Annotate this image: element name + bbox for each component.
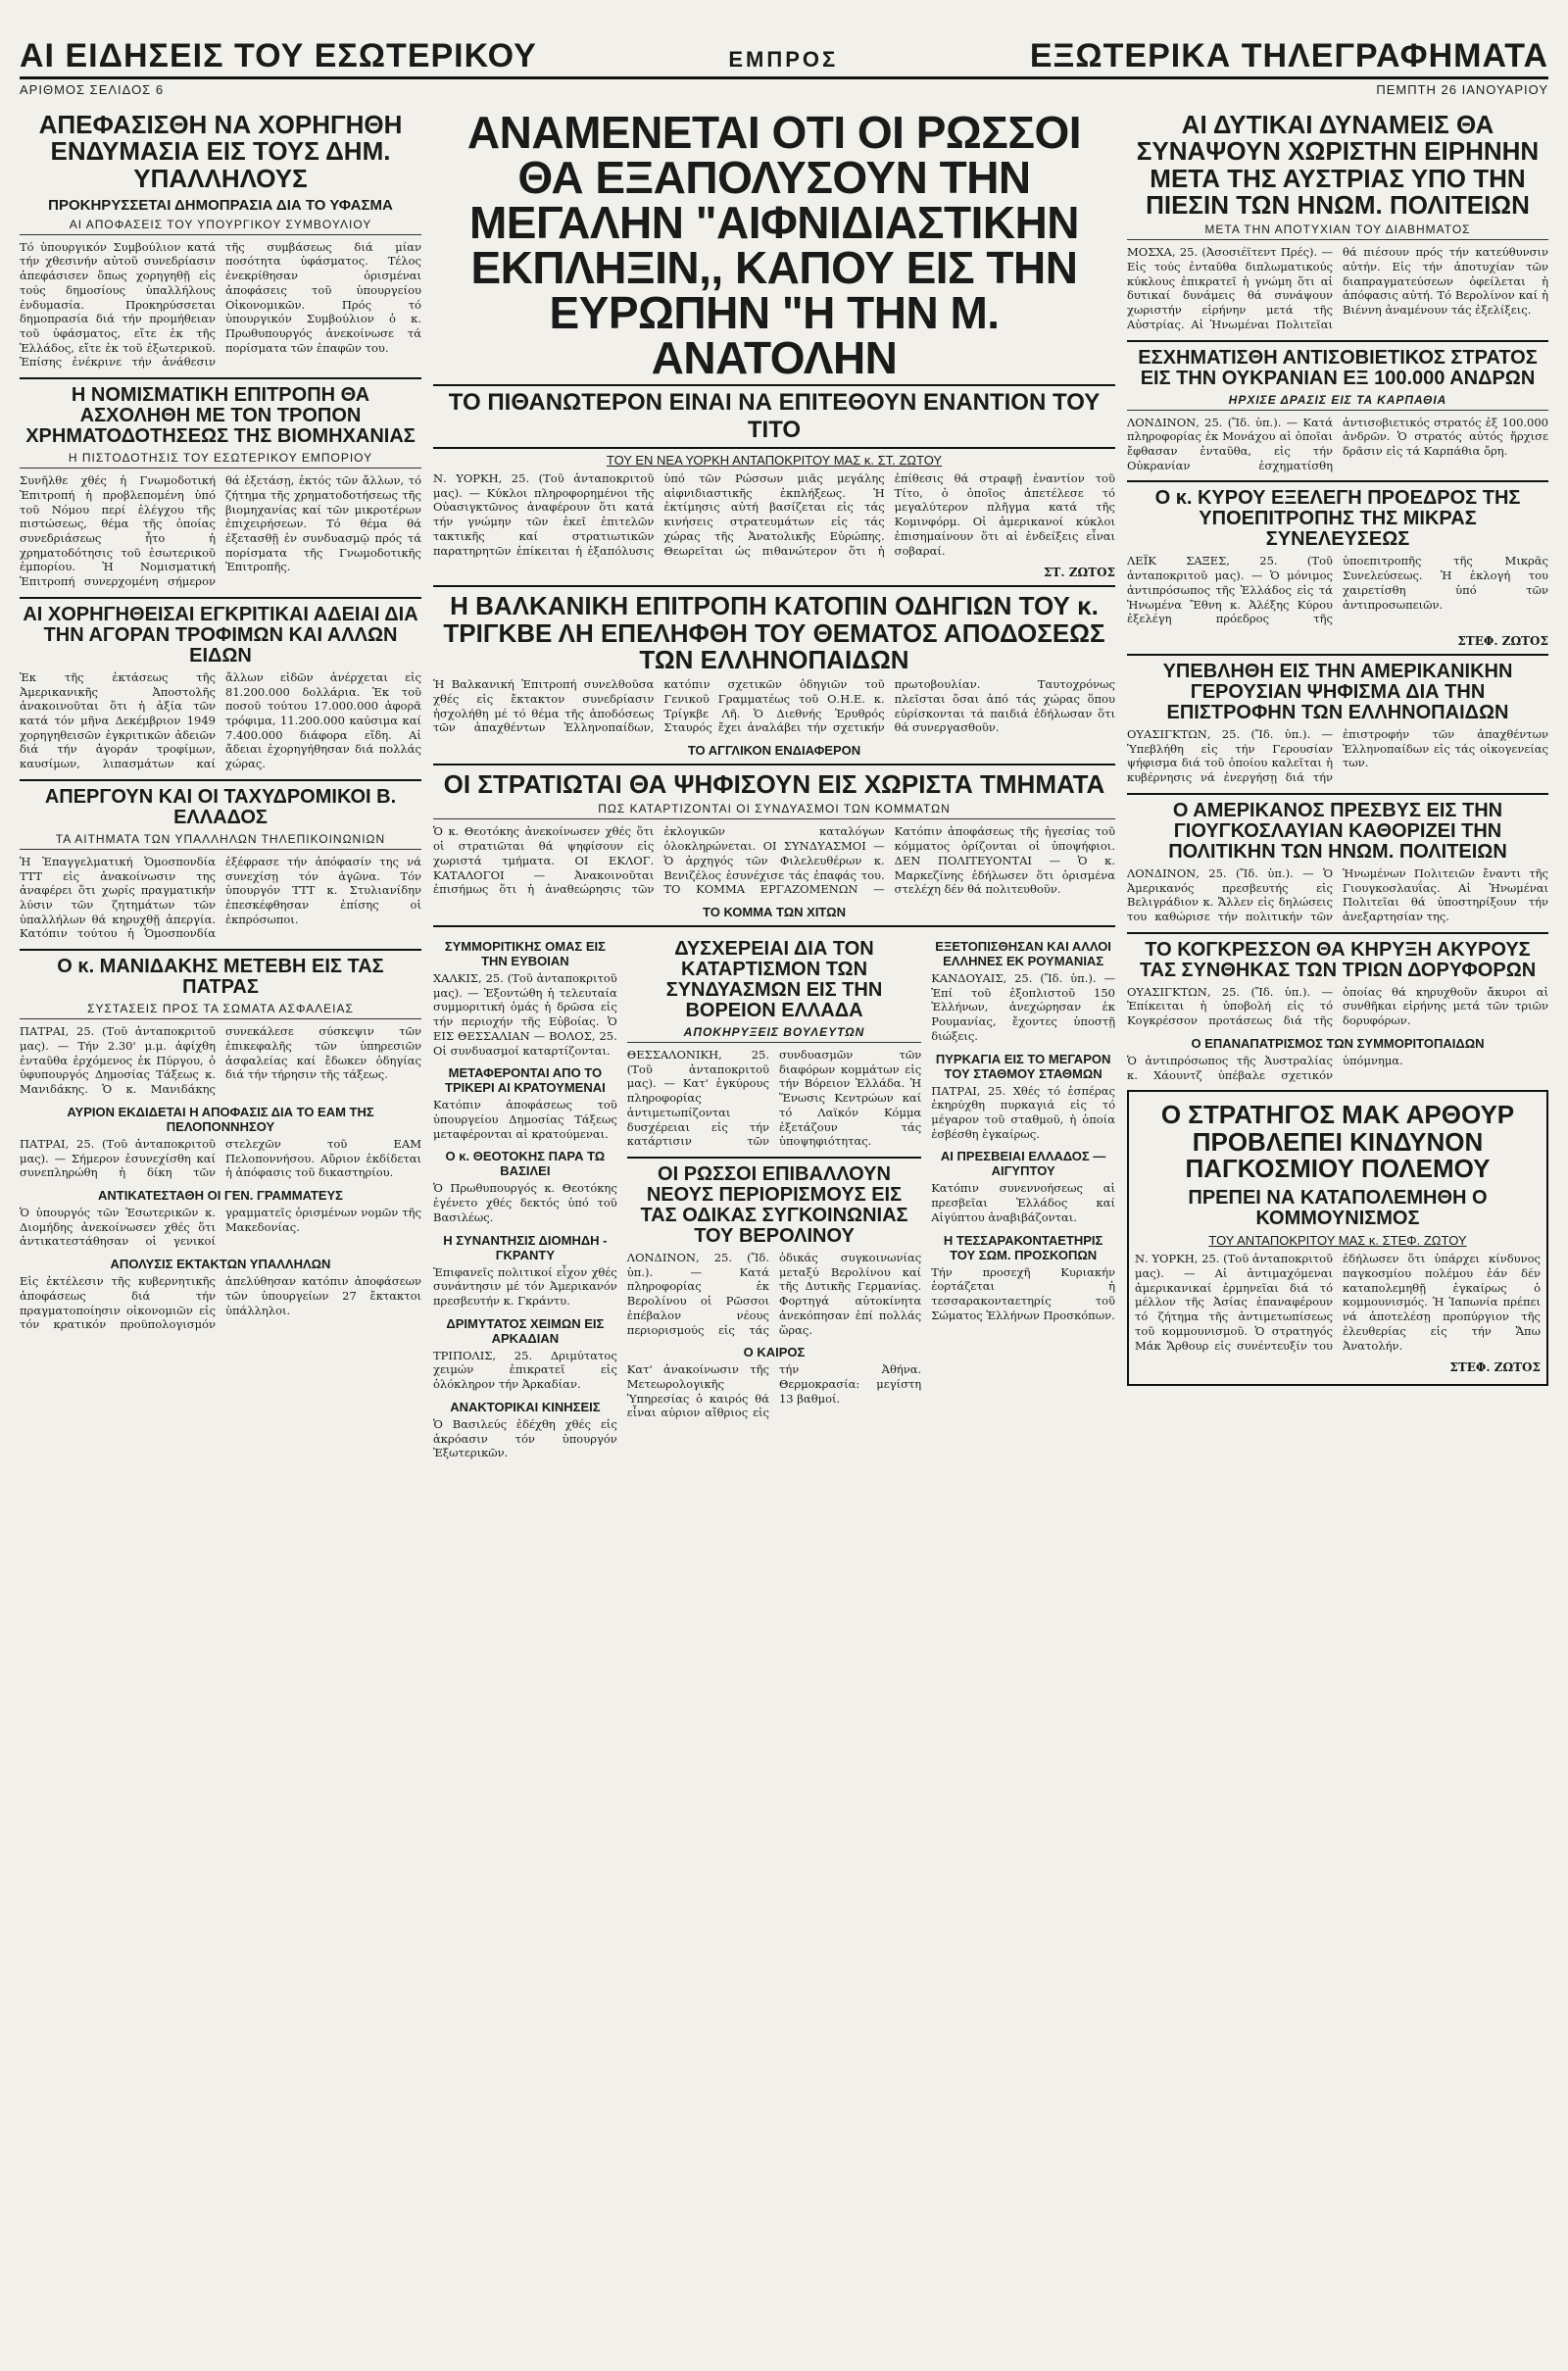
article-body: ΟΥΑΣΙΓΚΤΩΝ, 25. (Ἴδ. ὑπ.). — Ὑπεβλήθη εἰς τήν Γερουσίαν ψήφισμα διά τοῦ ὁποίου καλεῖται ἡ κυβέρνησις νά ἐνεργήσῃ διά τήν ἐπιστροφήν τῶν ἀπαχθέντων Ἑλληνοπαίδων εἰς τάς οἰκογενείας των. [1127,726,1548,785]
article-kicker: ΤΑ ΑΙΤΗΜΑΤΑ ΤΩΝ ΥΠΑΛΛΗΛΩΝ ΤΗΛΕΠΙΚΟΙΝΩΝΙΩΝ [20,832,421,850]
article-body: Τό ὑπουργικόν Συμβούλιον κατά τήν χθεσινήν αὐτοῦ συνεδρίασιν ἀπεφάσισεν ὅπως χορηγηθῇ εἰς τούς δημοσίους ὑπαλλήλους ἐνδυμασία. Προκηρύσσεται δημοπρασία διά τήν προμήθειαν τοῦ ὑφάσματος, εἴτε ἐκ τῆς Ἑλλάδος, εἴτε ἐκ τοῦ ἐξωτερικοῦ. Ἐπίσης ἐνέκρινε τήν ἀνάθεσιν τῆς συμβάσεως διά μίαν ποσότητα ὑφάσματος. Τέλος ἐνεκρίθησαν ὁρισμέναι ἀποφάσεις τοῦ ὑπουργείου Οἰκονομικῶν. Πρός τό ὑπουργικόν Συμβούλιον ὁ κ. Πρωθυπουργός ἀνεκοίνωσε τά πορίσματα τῶν ἐπαφῶν του. [20,239,421,370]
article-body: Ἐπιφανεῖς πολιτικοί εἶχον χθές συνάντησιν μέ τόν Ἀμερικανόν πρεσβευτήν κ. Γκράντυ. [433,1264,617,1309]
article-body: Ἐκ τῆς ἐκτάσεως τῆς Ἀμερικανικῆς Ἀποστολῆς ἀνακοινοῦται ὅτι ἡ ἀξία τῶν κατά τόν μῆνα Δεκέμβριον 1949 χορηγηθεισῶν ἐγκριτικῶν ἀδειῶν διά τήν ἀγοράν τροφίμων, καυσίμων, λιπασμάτων καί ἄλλων εἰδῶν ἀνέρχεται εἰς 81.200.000 δολλάρια. Ἐκ τοῦ ποσοῦ τούτου 17.000.000 ἀφορᾶ τρόφιμα, 11.200.000 καύσιμα καί 7.400.000 διάφορα εἴδη. Αἱ ἄδειαι ἐχορηγήθησαν διά πολλάς χώρας. [20,669,421,771]
article-body: Ὁ ὑπουργός τῶν Ἐσωτερικῶν κ. Διομήδης ἀνεκοίνωσεν χθές ὅτι ἀντικατεστάθησαν οἱ γενικοί γραμματεῖς ὁρισμένων νομῶν τῆς Μακεδονίας. [20,1205,421,1249]
section-title-left: ΑΙ ΕΙΔΗΣΕΙΣ ΤΟΥ ΕΣΩΤΕΡΙΚΟΥ [20,37,537,74]
article-headline: ΕΞΕΤΟΠΙΣΘΗΣΑΝ ΚΑΙ ΑΛΛΟΙ ΕΛΛΗΝΕΣ ΕΚ ΡΟΥΜΑΝΙΑΣ [935,938,1111,968]
main-banner-headline: ΑΝΑΜΕΝΕΤΑΙ ΟΤΙ ΟΙ ΡΩΣΣΟΙ ΘΑ ΕΞΑΠΟΛΥΣΟΥΝ ΤΗΝ ΜΕΓΑΛΗΝ "ΑΙΦΝΙΔΙΑΣΤΙΚΗΝ ΕΚΠΛΗΞΙΝ,, ΚΑΠΟΥ ΕΙΣ ΤΗΝ ΕΥΡΩΠΗΝ "Η ΤΗΝ Μ. ΑΝΑΤΟΛΗΝ [466,107,1082,383]
masthead [20,20,1548,79]
columns [20,106,1548,2331]
article-body: Κατ' ἀνακοίνωσιν τῆς Μετεωρολογικῆς Ὑπηρεσίας ὁ καιρός θά εἶναι αὐριον αἴθριος εἰς τήν Ἀθήνα. Θερμοκρασία: μεγίστη 13 βαθμοί. [626,1362,922,1420]
newspaper-page [20,20,1548,2332]
article-headline: ΔΡΙΜΥΤΑΤΟΣ ΧΕΙΜΩΝ ΕΙΣ ΑΡΚΑΔΙΑΝ [446,1315,605,1346]
article-kicker: ΑΙ ΑΠΟΦΑΣΕΙΣ ΤΟΥ ΥΠΟΥΡΓΙΚΟΥ ΣΥΜΒΟΥΛΙΟΥ [20,218,421,235]
article-headline: ΑΝΤΙΚΑΤΕΣΤΑΘΗ ΟΙ ΓΕΝ. ΓΡΑΜΜΑΤΕΥΣ [98,1187,343,1203]
article-headline: ΤΟ ΚΟΓΚΡΕΣΣΟΝ ΘΑ ΚΗΡΥΞΗ ΑΚΥΡΟΥΣ ΤΑΣ ΣΥΝΘΗΚΑΣ ΤΩΝ ΤΡΙΩΝ ΔΟΡΥΦΟΡΩΝ [1139,938,1537,981]
article-headline: Ο κ. ΚΥΡΟΥ ΕΞΕΛΕΓΗ ΠΡΟΕΔΡΟΣ ΤΗΣ ΥΠΟΕΠΙΤΡΟΠΗΣ ΤΗΣ ΜΙΚΡΑΣ ΣΥΝΕΛΕΥΣΕΩΣ [1154,487,1521,551]
page-number: ΑΡΙΘΜΟΣ ΣΕΛΙΔΟΣ 6 [20,82,165,97]
lower-center-middle [627,933,921,1468]
article-body: Ὁ Βασιλεύς ἐδέχθη χθές εἰς ἀκρόασιν τόν ὑπουργόν Ἐξωτερικῶν. [433,1416,617,1460]
article-subheadline: ΤΟ ΚΟΜΜΑ ΤΩΝ ΧΙΤΩΝ [703,904,846,919]
article-headline: ΥΠΕΒΛΗΘΗ ΕΙΣ ΤΗΝ ΑΜΕΡΙΚΑΝΙΚΗΝ ΓΕΡΟΥΣΙΑΝ ΨΗΦΙΣΜΑ ΔΙΑ ΤΗΝ ΕΠΙΣΤΡΟΦΗΝ ΤΩΝ ΕΛΛΗΝΟΠΑΙΔΩΝ [1162,660,1513,723]
article-headline: Ο ΚΑΙΡΟΣ [743,1345,806,1360]
article-headline: Ο ΕΠΑΝΑΠΑΤΡΙΣΜΟΣ ΤΩΝ ΣΥΜΜΟΡΙΤΟΠΑΙΔΩΝ [1191,1035,1485,1051]
article-body: Ν. ΥΟΡΚΗ, 25. (Τοῦ ἀνταποκριτοῦ μας). — Αἱ ἀντιμαχόμεναι ἀμερικανικαί ἑρμηνεῖαι διά τό μέλλον τῆς Ἀσίας ἐπαναφέρουν τό ζήτημα τῆς ἀντιμετωπίσεως τοῦ κομμουνισμοῦ. Ὁ στρατηγός Μάκ Ἄρθουρ εἰς συνέντευξίν του ἐδήλωσεν ὅτι ὑπάρχει κίνδυνος παγκοσμίου πολέμου ἐάν δέν καταπολεμηθῇ ἐγκαίρως ὁ κομμουνισμός. Ἡ Ἰαπωνία πρέπει νά ἀποτελέσῃ προπύργιον τῆς ἐλευθερίας εἰς τήν Ἄπω Ἀνατολήν. [1135,1252,1541,1353]
article-body: Συνῆλθε χθές ἡ Γνωμοδοτική Ἐπιτροπή ἡ προβλεπομένη ὑπό τοῦ Νόμου περί ἐλέγχου τῆς πιστώσεως, θέμα τῆς ὁποίας συνεδριάσεως ἦτο ἡ χρηματοδότησις τοῦ ἐσωτερικοῦ ἐμπορίου. Ἡ Νομισματική Ἐπιτροπή συνερχομένη σήμερον θά ἐξετάσῃ, ἐκτός τῶν ἄλλων, τό ζήτημα τῆς χρηματοδοτήσεως τῆς βιομηχανίας καί τῶν μικροτέρων ἐπιχειρήσεων. Τό θέμα θά ἐξετασθῇ ἐν συνδυασμῷ πρός τά πορίσματα τῆς Γνωμοδοτικῆς Ἐπιτροπῆς. [20,473,421,589]
left-column [20,106,421,2331]
divider [20,949,421,951]
article-body: Κατόπιν ἀποφάσεως τοῦ ὑπουργείου Δημοσίας Τάξεως μεταφέρονται αἱ κρατούμεναι. [433,1098,617,1141]
article-headline: Η ΒΑΛΚΑΝΙΚΗ ΕΠΙΤΡΟΠΗ ΚΑΤΟΠΙΝ ΟΔΗΓΙΩΝ ΤΟΥ κ. ΤΡΙΓΚΒΕ ΛΗ ΕΠΕΛΗΦΘΗ ΤΟΥ ΘΕΜΑΤΟΣ ΑΠΟΔΟΣΕΩΣ ΤΩΝ ΕΛΛΗΝΟΠΑΙΔΩΝ [443,591,1105,674]
article-headline: ΟΙ ΣΤΡΑΤΙΩΤΑΙ ΘΑ ΨΗΦΙΣΟΥΝ ΕΙΣ ΧΩΡΙΣΤΑ ΤΜΗΜΑΤΑ [443,769,1105,800]
article-body: ΠΑΤΡΑΙ, 25. (Τοῦ ἀνταποκριτοῦ μας). — Σήμερον ἐσυνεχίσθη καί συνεπληρώθη ἡ δίκη τῶν στελεχῶν τοῦ ΕΑΜ Πελοποννήσου. Αὔριον ἐκδίδεται ἡ ἀπόφασις τοῦ δικαστηρίου. [20,1136,421,1180]
article-headline: ΑΠΕΡΓΟΥΝ ΚΑΙ ΟΙ ΤΑΧΥΔΡΟΜΙΚΟΙ Β. ΕΛΛΑΔΟΣ [44,785,397,828]
divider [1127,793,1548,795]
lower-center-left [433,933,617,1468]
article-body: Κατόπιν συνεννοήσεως αἱ πρεσβεῖαι Ἑλλάδος καί Αἰγύπτου ἀναβιβάζονται. [931,1181,1115,1224]
divider [1127,932,1548,934]
article-body: ΧΑΛΚΙΣ, 25. (Τοῦ ἀνταποκριτοῦ μας). — Ἐξοντώθη ἡ τελευταία συμμοριτική ὁμάς ἡ δρῶσα εἰς τήν περιοχήν τῆς Εὐβοίας. Ὁ ΕΙΣ ΘΕΣΣΑΛΙΑΝ — ΒΟΛΟΣ, 25. Οἱ συνδυασμοί καταρτίζονται. [433,970,617,1058]
main-banner-subheadline: ΤΟ ΠΙΘΑΝΩΤΕΡΟΝ ΕΙΝΑΙ ΝΑ ΕΠΙΤΕΘΟΥΝ ΕΝΑΝΤΙΟΝ ΤΟΥ ΤΙΤΟ [433,384,1115,449]
article-headline: ΟΙ ΡΩΣΣΟΙ ΕΠΙΒΑΛΛΟΥΝ ΝΕΟΥΣ ΠΕΡΙΟΡΙΣΜΟΥΣ ΕΙΣ ΤΑΣ ΟΔΙΚΑΣ ΣΥΓΚΟΙΝΩΝΙΑΣ ΤΟΥ ΒΕΡΟΛΙΝΟΥ [640,1163,908,1247]
article-byline: ΤΟΥ ΕΝ ΝΕΑ ΥΟΡΚΗ ΑΝΤΑΠΟΚΡΙΤΟΥ ΜΑΣ κ. ΣΤ. ΖΩΤΟΥ [606,453,943,468]
article-signature: ΣΤΕΦ. ΖΩΤΟΣ [1457,633,1548,648]
article-headline: ΑΙ ΠΡΕΣΒΕΙΑΙ ΕΛΛΑΔΟΣ — ΑΙΓΥΠΤΟΥ [940,1149,1106,1179]
divider [433,764,1115,766]
article-kicker: ΗΡΧΙΣΕ ΔΡΑΣΙΣ ΕΙΣ ΤΑ ΚΑΡΠΑΘΙΑ [1127,393,1548,411]
divider [433,925,1115,927]
article-headline: Ο ΣΤΡΑΤΗΓΟΣ ΜΑΚ ΑΡΘΟΥΡ ΠΡΟΒΛΕΠΕΙ ΚΙΝΔΥΝΟΝ ΠΑΓΚΟΣΜΙΟΥ ΠΟΛΕΜΟΥ [1160,1100,1515,1183]
article-headline: Ο ΑΜΕΡΙΚΑΝΟΣ ΠΡΕΣΒΥΣ ΕΙΣ ΤΗΝ ΓΙΟΥΓΚΟΣΛΑΥΙΑΝ ΚΑΘΟΡΙΖΕΙ ΤΗΝ ΠΟΛΙΤΙΚΗΝ ΤΩΝ ΗΝΩΜ. ΠΟΛΙΤΕΙΩΝ [1168,799,1507,863]
sub-masthead [20,82,1548,100]
article-headline: Ο κ. ΘΕΟΤΟΚΗΣ ΠΑΡΑ ΤΩ ΒΑΣΙΛΕΙ [445,1149,606,1179]
article-kicker: ΜΕΤΑ ΤΗΝ ΑΠΟΤΥΧΙΑΝ ΤΟΥ ΔΙΑΒΗΜΑΤΟΣ [1127,222,1548,240]
article-headline: ΜΕΤΑΦΕΡΟΝΤΑΙ ΑΠΟ ΤΟ ΤΡΙΚΕΡΙ ΑΙ ΚΡΑΤΟΥΜΕΝΑΙ [445,1065,606,1096]
article-byline: ΤΟΥ ΑΝΤΑΠΟΚΡΙΤΟΥ ΜΑΣ κ. ΣΤΕΦ. ΖΩΤΟΥ [1208,1233,1467,1249]
article-body: Τήν προσεχῆ Κυριακήν ἑορτάζεται ἡ τεσσαρακονταετηρίς τοῦ Σώματος Ἑλλήνων Προσκόπων. [931,1264,1115,1322]
article-body: ΟΥΑΣΙΓΚΤΩΝ, 25. (Ἴδ. ὑπ.). — Ἐπίκειται ἡ ὑποβολή εἰς τό Κογκρέσσον προτάσεως διά τῆς ὁποίας θά κηρυχθοῦν ἄκυροι αἱ συνθῆκαι εἰρήνης μετά τῶν τριῶν δορυφόρων. [1127,984,1548,1028]
article-body: ΛΟΝΔΙΝΟΝ, 25. (Ἴδ. ὑπ.). — Κατά πληροφορίας ἐκ Μονάχου αἱ ὁποῖαι ἔφθασαν ἐνταῦθα, εἰς τήν Οὐκρανίαν ἐσχηματίσθη ἀντισοβιετικός στρατός ἐξ 100.000 ἀνδρῶν. Ὁ στρατός αὐτός ἤρχισε δρᾶσιν εἰς τά Καρπάθια ὄρη. [1127,415,1548,472]
divider [20,597,421,599]
section-title-right: ΕΞΩΤΕΡΙΚΑ ΤΗΛΕΓΡΑΦΗΜΑΤΑ [1029,37,1548,74]
article-body: ΤΡΙΠΟΛΙΣ, 25. Δριμύτατος χειμών ἐπικρατεῖ εἰς ὁλόκληρον τήν Ἀρκαδίαν. [433,1348,617,1392]
article-body: ΘΕΣΣΑΛΟΝΙΚΗ, 25. (Τοῦ ἀνταποκριτοῦ μας). — Κατ' ἐγκύρους πληροφορίας ἀντιμετωπίζονται δυσχέρειαι εἰς τήν κατάρτισιν τῶν συνδυασμῶν τῶν διαφόρων κομμάτων εἰς τήν Βόρειον Ἑλλάδα. Ἡ Ἕνωσις Κεντρώων καί τό Λαϊκόν Κόμμα ἐξετάζουν τάς ὑποψηφιότητας. [626,1047,922,1149]
article-body: ΜΟΣΧΑ, 25. (Ἀσοσιέϊτεντ Πρές). — Εἰς τούς ἐνταῦθα διπλωματικούς κύκλους ἐπικρατεῖ ἡ γνώμη ὅτι αἱ δυτικαί δυνάμεις θά συνάψουν χωριστήν εἰρήνην μετά τῆς Αὐστρίας. Αἱ Ἡνωμέναι Πολιτεῖαι θά πιέσουν πρός τήν κατεύθυνσιν αὐτήν. Εἰς τήν ἀποτυχίαν τῶν διαπραγματεύσεων ὀφείλεται ἡ ἀπόφασις αὐτή. Τό Βερολίνον καί ἡ Βιέννη ἀναμένουν τάς ἐξελίξεις. [1127,245,1548,331]
divider [627,1157,921,1159]
divider [1127,340,1548,342]
article-body: ΛΟΝΔΙΝΟΝ, 25. (Ἴδ. ὑπ.). — Κατά πληροφορίας ἐκ Βερολίνου οἱ Ρῶσσοι ἐπέβαλον νέους περιορισμούς εἰς τάς ὁδικάς συγκοινωνίας μεταξύ Βερολίνου καί τῆς Δυτικῆς Γερμανίας. Φορτηγά αὐτοκίνητα ἀνεκόπησαν ἐπί πολλάς ὥρας. [626,1251,922,1337]
article-headline: Η ΝΟΜΙΣΜΑΤΙΚΗ ΕΠΙΤΡΟΠΗ ΘΑ ΑΣΧΟΛΗΘΗ ΜΕ ΤΟΝ ΤΡΟΠΟΝ ΧΡΗΜΑΤΟΔΟΤΗΣΕΩΣ ΤΗΣ ΒΙΟΜΗΧΑΝΙΑΣ [25,384,416,448]
article-headline: ΑΠΟΛΥΣΙΣ ΕΚΤΑΚΤΩΝ ΥΠΑΛΛΗΛΩΝ [110,1257,331,1272]
boxed-article [1127,1090,1548,1386]
article-headline: Ο κ. ΜΑΝΙΔΑΚΗΣ ΜΕΤΕΒΗ ΕΙΣ ΤΑΣ ΠΑΤΡΑΣ [57,956,384,999]
article-subheadline: ΠΡΕΠΕΙ ΝΑ ΚΑΤΑΠΟΛΕΜΗΘΗ Ο ΚΟΜΜΟΥΝΙΣΜΟΣ [1188,1187,1488,1230]
article-headline: Η ΣΥΝΑΝΤΗΣΙΣ ΔΙΟΜΗΔΗ - ΓΚΡΑΝΤΥ [443,1232,608,1262]
article-headline: ΣΥΜΜΟΡΙΤΙΚΗΣ ΟΜΑΣ ΕΙΣ ΤΗΝ ΕΥΒΟΙΑΝ [444,938,606,968]
article-body: ΚΑΝΔΟΥΑΙΣ, 25. (Ἴδ. ὑπ.). — Ἐπί τοῦ ἐξοπλιστοῦ 150 Ἑλλήνων, ἀνεχώρησαν ἐκ Ρουμανίας, ἔχοντες ὑποστῇ διώξεις. [931,970,1115,1043]
article-kicker: ΠΩΣ ΚΑΤΑΡΤΙΖΟΝΤΑΙ ΟΙ ΣΥΝΔΥΑΣΜΟΙ ΤΩΝ ΚΟΜΜΑΤΩΝ [433,802,1115,819]
article-subheadline: ΤΟ ΑΓΓΛΙΚΟΝ ΕΝΔΙΑΦΕΡΟΝ [687,743,861,759]
newspaper-name: ΕΜΠΡΟΣ [728,47,839,72]
article-body: Ἡ Βαλκανική Ἐπιτροπή συνελθοῦσα χθές εἰς ἔκτακτον συνεδρίασιν ἠσχολήθη μέ τό θέμα τῆς ἀποδόσεως τῶν ἀπαχθέντων Ἑλληνοπαίδων, κατόπιν σχετικῶν ὁδηγιῶν τοῦ Γενικοῦ Γραμματέως τοῦ Ο.Η.Ε. κ. Τρίγκβε Λῆ. Ὁ Διεθνής Ἐρυθρός Σταυρός ἔχει ἀναλάβει τήν σχετικήν πρωτοβουλίαν. Ταυτοχρόνως πλεῖσται ὅσαι ἀπό τάς χώρας ὅπου εὑρίσκονται τά παιδιά ἐδήλωσαν ὅτι θά συνεργασθοῦν. [433,677,1115,735]
divider [20,377,421,379]
article-headline: ΔΥΣΧΕΡΕΙΑΙ ΔΙΑ ΤΟΝ ΚΑΤΑΡΤΙΣΜΟΝ ΤΩΝ ΣΥΝΔΥΑΣΜΩΝ ΕΙΣ ΤΗΝ ΒΟΡΕΙΟΝ ΕΛΛΑΔΑ [665,937,883,1021]
issue-date: ΠΕΜΠΤΗ 26 ΙΑΝΟΥΑΡΙΟΥ [1376,82,1548,97]
article-body: Ὁ ἀντιπρόσωπος τῆς Ἀυστραλίας κ. Χάουντζ ὑπέβαλε σχετικόν ὑπόμνημα. [1127,1053,1403,1082]
article-headline: ΑΥΡΙΟΝ ΕΚΔΙΔΕΤΑΙ Η ΑΠΟΦΑΣΙΣ ΔΙΑ ΤΟ ΕΑΜ ΤΗΣ ΠΕΛΟΠΟΝΝΗΣΟΥ [67,1104,374,1134]
right-column [1127,106,1548,2331]
divider [20,779,421,781]
article-signature: ΣΤ. ΖΩΤΟΣ [1043,566,1115,580]
divider [433,585,1115,587]
article-body: ΠΑΤΡΑΙ, 25. Χθές τό ἑσπέρας ἐκηρύχθη πυρκαγιά εἰς τό μέγαρον τοῦ σταθμοῦ, ἡ ὁποία ἐσβέσθη ἐγκαίρως. [931,1083,1115,1141]
article-subheadline: ΠΡΟΚΗΡΥΣΣΕΤΑΙ ΔΗΜΟΠΡΑΣΙΑ ΔΙΑ ΤΟ ΥΦΑΣΜΑ [48,196,393,214]
article-kicker: ΑΠΟΚΗΡΥΞΕΙΣ ΒΟΥΛΕΥΤΩΝ [627,1025,921,1043]
article-body: ΠΑΤΡΑΙ, 25. (Τοῦ ἀνταποκριτοῦ μας). — Τήν 2.30' μ.μ. ἀφίχθη ἐνταῦθα ἐρχόμενος ἐκ Πύργου, ὁ ὑφυπουργός Δημοσίας Τάξεως κ. Μανιδάκης. Ὁ κ. Μανιδάκης συνεκάλεσε σύσκεψιν τῶν ἐπικεφαλῆς τῶν ὑπηρεσιῶν ἀσφαλείας καί ἔδωκεν ὁδηγίας διά τήν τήρησιν τῆς τάξεως. [20,1024,421,1097]
article-headline: ΑΠΕΦΑΣΙΣΘΗ ΝΑ ΧΟΡΗΓΗΘΗ ΕΝΔΥΜΑΣΙΑ ΕΙΣ ΤΟΥΣ ΔΗΜ. ΥΠΑΛΛΗΛΟΥΣ [38,110,403,193]
article-body: Ὁ κ. Θεοτόκης ἀνεκοίνωσεν χθές ὅτι οἱ στρατιῶται θά ψηφίσουν εἰς χωριστά τμήματα. ΟΙ ΕΚΛΟΓ. ΚΑΤΑΛΟΓΟΙ — Ἀνακοινοῦται ἐπισήμως ὅτι ἡ ἀναθεώρησις τῶν ἐκλογικῶν καταλόγων ὁλοκληρώνεται. ΟΙ ΣΥΝΔΥΑΣΜΟΙ — Ὁ ἀρχηγός τῶν Φιλελευθέρων κ. Βενιζέλος ἐσυνέχισε τάς ἐπαφάς του. ΤΟ ΚΟΜΜΑ ΕΡΓΑΖΟΜΕΝΩΝ — Κατόπιν ἀποφάσεως τῆς ἡγεσίας τοῦ κόμματος ὁρίζονται οἱ ὑποψήφιοι. ΔΕΝ ΠΟΛΙΤΕΥΟΝΤΑΙ — Ὁ κ. Μαρκεζίνης ἐδήλωσεν ὅτι ὁρισμένα στελέχη δέν θά πολιτευθοῦν. [433,824,1115,897]
article-headline: ΕΣΧΗΜΑΤΙΣΘΗ ΑΝΤΙΣΟΒΙΕΤΙΚΟΣ ΣΤΡΑΤΟΣ ΕΙΣ ΤΗΝ ΟΥΚΡΑΝΙΑΝ ΕΞ 100.000 ΑΝΔΡΩΝ [1138,346,1538,389]
divider [1127,480,1548,482]
divider [1127,654,1548,656]
article-headline: ΑΙ ΧΟΡΗΓΗΘΕΙΣΑΙ ΕΓΚΡΙΤΙΚΑΙ ΑΔΕΙΑΙ ΔΙΑ ΤΗΝ ΑΓΟΡΑΝ ΤΡΟΦΙΜΩΝ ΚΑΙ ΑΛΛΩΝ ΕΙΔΩΝ [23,603,418,667]
article-headline: ΑΙ ΔΥΤΙΚΑΙ ΔΥΝΑΜΕΙΣ ΘΑ ΣΥΝΑΨΟΥΝ ΧΩΡΙΣΤΗΝ ΕΙΡΗΝΗΝ ΜΕΤΑ ΤΗΣ ΑΥΣΤΡΙΑΣ ΥΠΟ ΤΗΝ ΠΙΕΣΙΝ ΤΩΝ ΗΝΩΜ. ΠΟΛΙΤΕΙΩΝ [1136,110,1540,220]
article-body: Εἰς ἐκτέλεσιν τῆς κυβερνητικῆς ἀποφάσεως διά τήν πραγματοποίησιν οἰκονομιῶν εἰς τόν κρατικόν προϋπολογισμόν ἀπελύθησαν κατόπιν ἀποφάσεων τῶν ὑπουργείων 27 ἔκτακτοι ὑπάλληλοι. [20,1274,421,1332]
article-headline: ΑΝΑΚΤΟΡΙΚΑΙ ΚΙΝΗΣΕΙΣ [450,1399,601,1414]
article-kicker: ΣΥΣΤΑΣΕΙΣ ΠΡΟΣ ΤΑ ΣΩΜΑΤΑ ΑΣΦΑΛΕΙΑΣ [20,1002,421,1019]
lower-center-right [931,933,1115,1468]
article-body: Ἡ Ἐπαγγελματική Ὁμοσπονδία ΤΤΤ εἰς ἀνακοίνωσιν της ἀναφέρει ὅτι χωρίς πραγματικήν λύσιν τῶν ζητημάτων τῶν ὑπαλλήλων θά κηρυχθῇ ἀπεργία. Κατόπιν τούτου ἡ Ὁμοσπονδία ἐξέφρασε τήν ἀπόφασίν της νά συνεχίσῃ τόν ἀγῶνα. Τόν ὑπουργόν ΤΤΤ κ. Στυλιανίδην ἐπεσκέφθησαν ἐπίσης οἱ ἐκπρόσωποι. [20,854,421,941]
article-headline: ΠΥΡΚΑΓΙΑ ΕΙΣ ΤΟ ΜΕΓΑΡΟΝ ΤΟΥ ΣΤΑΘΜΟΥ ΣΤΑΘΜΩΝ [935,1051,1111,1081]
article-signature: ΣΤΕΦ. ΖΩΤΟΣ [1449,1360,1541,1375]
center-column [433,106,1115,2331]
article-kicker: Η ΠΙΣΤΟΔΟΤΗΣΙΣ ΤΟΥ ΕΣΩΤΕΡΙΚΟΥ ΕΜΠΟΡΙΟΥ [20,451,421,469]
article-body: ΛΟΝΔΙΝΟΝ, 25. (Ἴδ. ὑπ.). — Ὁ Ἀμερικανός πρεσβευτής εἰς Βελιγράδιον κ. Ἄλλεν εἰς δηλώσεις του καθώρισε τήν πολιτικήν τῶν Ἡνωμένων Πολιτειῶν ἔναντι τῆς Γιουγκοσλαυΐας. Αἱ Ἡνωμέναι Πολιτεῖαι θά ὑποστηρίξουν τήν ἀνεξαρτησίαν της. [1127,865,1548,923]
lower-center-grid [433,933,1115,1468]
article-body: Ὁ Πρωθυπουργός κ. Θεοτόκης ἐγένετο χθές δεκτός ὑπό τοῦ Βασιλέως. [433,1181,617,1224]
article-headline: Η ΤΕΣΣΑΡΑΚΟΝΤΑΕΤΗΡΙΣ ΤΟΥ ΣΩΜ. ΠΡΟΣΚΟΠΩΝ [943,1232,1103,1262]
article-body: ΛΕΪΚ ΣΑΞΕΣ, 25. (Τοῦ ἀνταποκριτοῦ μας). — Ὁ μόνιμος ἀντιπρόσωπος τῆς Ἑλλάδος εἰς τά Ἡνωμένα Ἔθνη κ. Ἀλέξης Κύρου ἐξελέγη πρόεδρος τῆς ὑποεπιτροπῆς τῆς Μικρᾶς Συνελεύσεως. Ἡ ἐκλογή του χαιρετίσθη ὑπό τῶν ἀντιπροσωπειῶν. [1127,554,1548,626]
article-body: Ν. ΥΟΡΚΗ, 25. (Τοῦ ἀνταποκριτοῦ μας). — Κύκλοι πληροφορημένοι τῆς Οὐασιγκτῶνος ἀναφέρουν ὅτι κατά τήν γνώμην τῶν ἐκεῖ ἐπιτελῶν τακτικῆς καί στρατιωτικῶν παρατηρητῶν ἐπίκειται ἡ ἐξαπόλυσις ὑπό τῶν Ρώσσων μιᾶς μεγάλης αἰφνιδιαστικῆς ἐκπλήξεως. Ἡ ἐκτίμησις αὐτή βασίζεται εἰς τάς κινήσεις στρατευμάτων εἰς τάς χώρας τῆς Ἀνατολικῆς Εὐρώπης. Θεωρεῖται ὡς πιθανώτερον ὅτι ἡ ἐπίθεσις θά στραφῇ ἐναντίον τοῦ Τίτο, ὁ ὁποῖος ἀπετέλεσε τό μεγαλύτερον πλῆγμα κατά τῆς Κομινφόρμ. Οἱ ἀμερικανοί κύκλοι ἐπισημαίνουν ὅτι αἱ ἐνδείξεις εἶναι σοβαραί. [433,471,1115,558]
